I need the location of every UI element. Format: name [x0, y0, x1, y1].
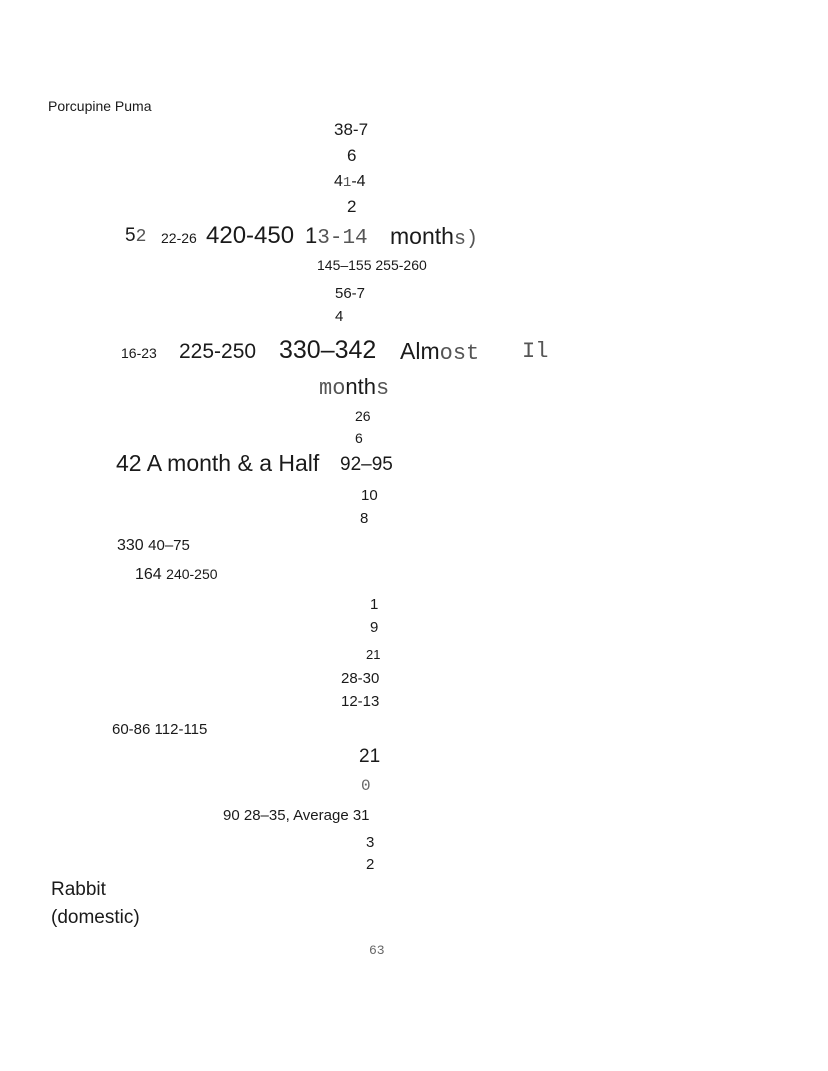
- value-fragment: ost: [439, 341, 480, 366]
- value-fragment: 40–75: [148, 537, 190, 554]
- value-fragment: mo: [319, 376, 346, 401]
- value-line: [117, 538, 190, 554]
- value-line: 1: [370, 596, 379, 613]
- value-fragment: 3-14: [317, 227, 368, 250]
- value-fragment: 225-250: [179, 340, 257, 363]
- value-line: 9: [370, 619, 379, 636]
- page-number: 63: [369, 943, 385, 958]
- value-fragment: 22-26: [161, 230, 197, 246]
- value-line: 38-7: [334, 120, 369, 139]
- value-line: 6: [355, 430, 363, 446]
- value-fragment: 16-23: [121, 345, 157, 361]
- value-line: 3: [366, 834, 375, 851]
- value-fragment: nth: [345, 374, 376, 399]
- value-line: 60-86 112-115: [112, 721, 208, 738]
- value-line: 4: [335, 308, 344, 325]
- value-line: [135, 567, 218, 583]
- value-line: 56-7: [335, 285, 366, 302]
- header-label: Porcupine Puma: [48, 98, 152, 114]
- value-fragment-group: [305, 225, 368, 249]
- value-line: 2: [366, 856, 375, 873]
- value-fragment: 5: [125, 225, 136, 246]
- value-fragment-group: [390, 225, 478, 250]
- value-line: 12-13: [341, 693, 380, 710]
- value-line: 145–155 255-260: [317, 257, 427, 273]
- value-fragment: 240-250: [166, 566, 218, 582]
- value-fragment: month: [390, 223, 454, 249]
- value-fragment: 92–95: [340, 454, 393, 475]
- value-line: 0: [361, 777, 371, 795]
- value-line: 2: [347, 197, 357, 216]
- species-label: (domestic): [51, 907, 140, 928]
- value-fragment: 1: [305, 223, 318, 248]
- value-fragment: Il: [522, 339, 549, 364]
- value-line: 21: [359, 746, 381, 767]
- value-line: 8: [360, 510, 369, 527]
- value-fragment: -4: [351, 173, 366, 190]
- value-fragment: 330: [117, 537, 144, 554]
- value-fragment: 330–342: [279, 336, 377, 364]
- value-line: [334, 174, 366, 190]
- value-fragment-group: [400, 340, 479, 365]
- value-line: 26: [355, 408, 371, 424]
- value-fragment-group: [319, 376, 389, 400]
- value-fragment: s: [376, 376, 390, 401]
- value-line: 42 A month & a Half: [116, 450, 320, 476]
- value-line: 6: [347, 146, 357, 165]
- value-fragment: 420-450: [206, 222, 295, 249]
- value-line: 28-30: [341, 670, 380, 687]
- value-line: 10: [361, 487, 378, 504]
- value-fragment: 4: [334, 173, 343, 190]
- value-fragment: s): [453, 228, 478, 251]
- species-label: Rabbit: [51, 879, 106, 900]
- value-fragment: 1: [342, 175, 352, 191]
- value-fragment: Alm: [400, 338, 440, 364]
- data-row: [125, 226, 146, 246]
- value-fragment: 2: [135, 227, 147, 247]
- value-line: 21: [366, 647, 381, 662]
- value-line: 90 28–35, Average 31: [223, 807, 370, 824]
- value-fragment: 164: [135, 566, 162, 583]
